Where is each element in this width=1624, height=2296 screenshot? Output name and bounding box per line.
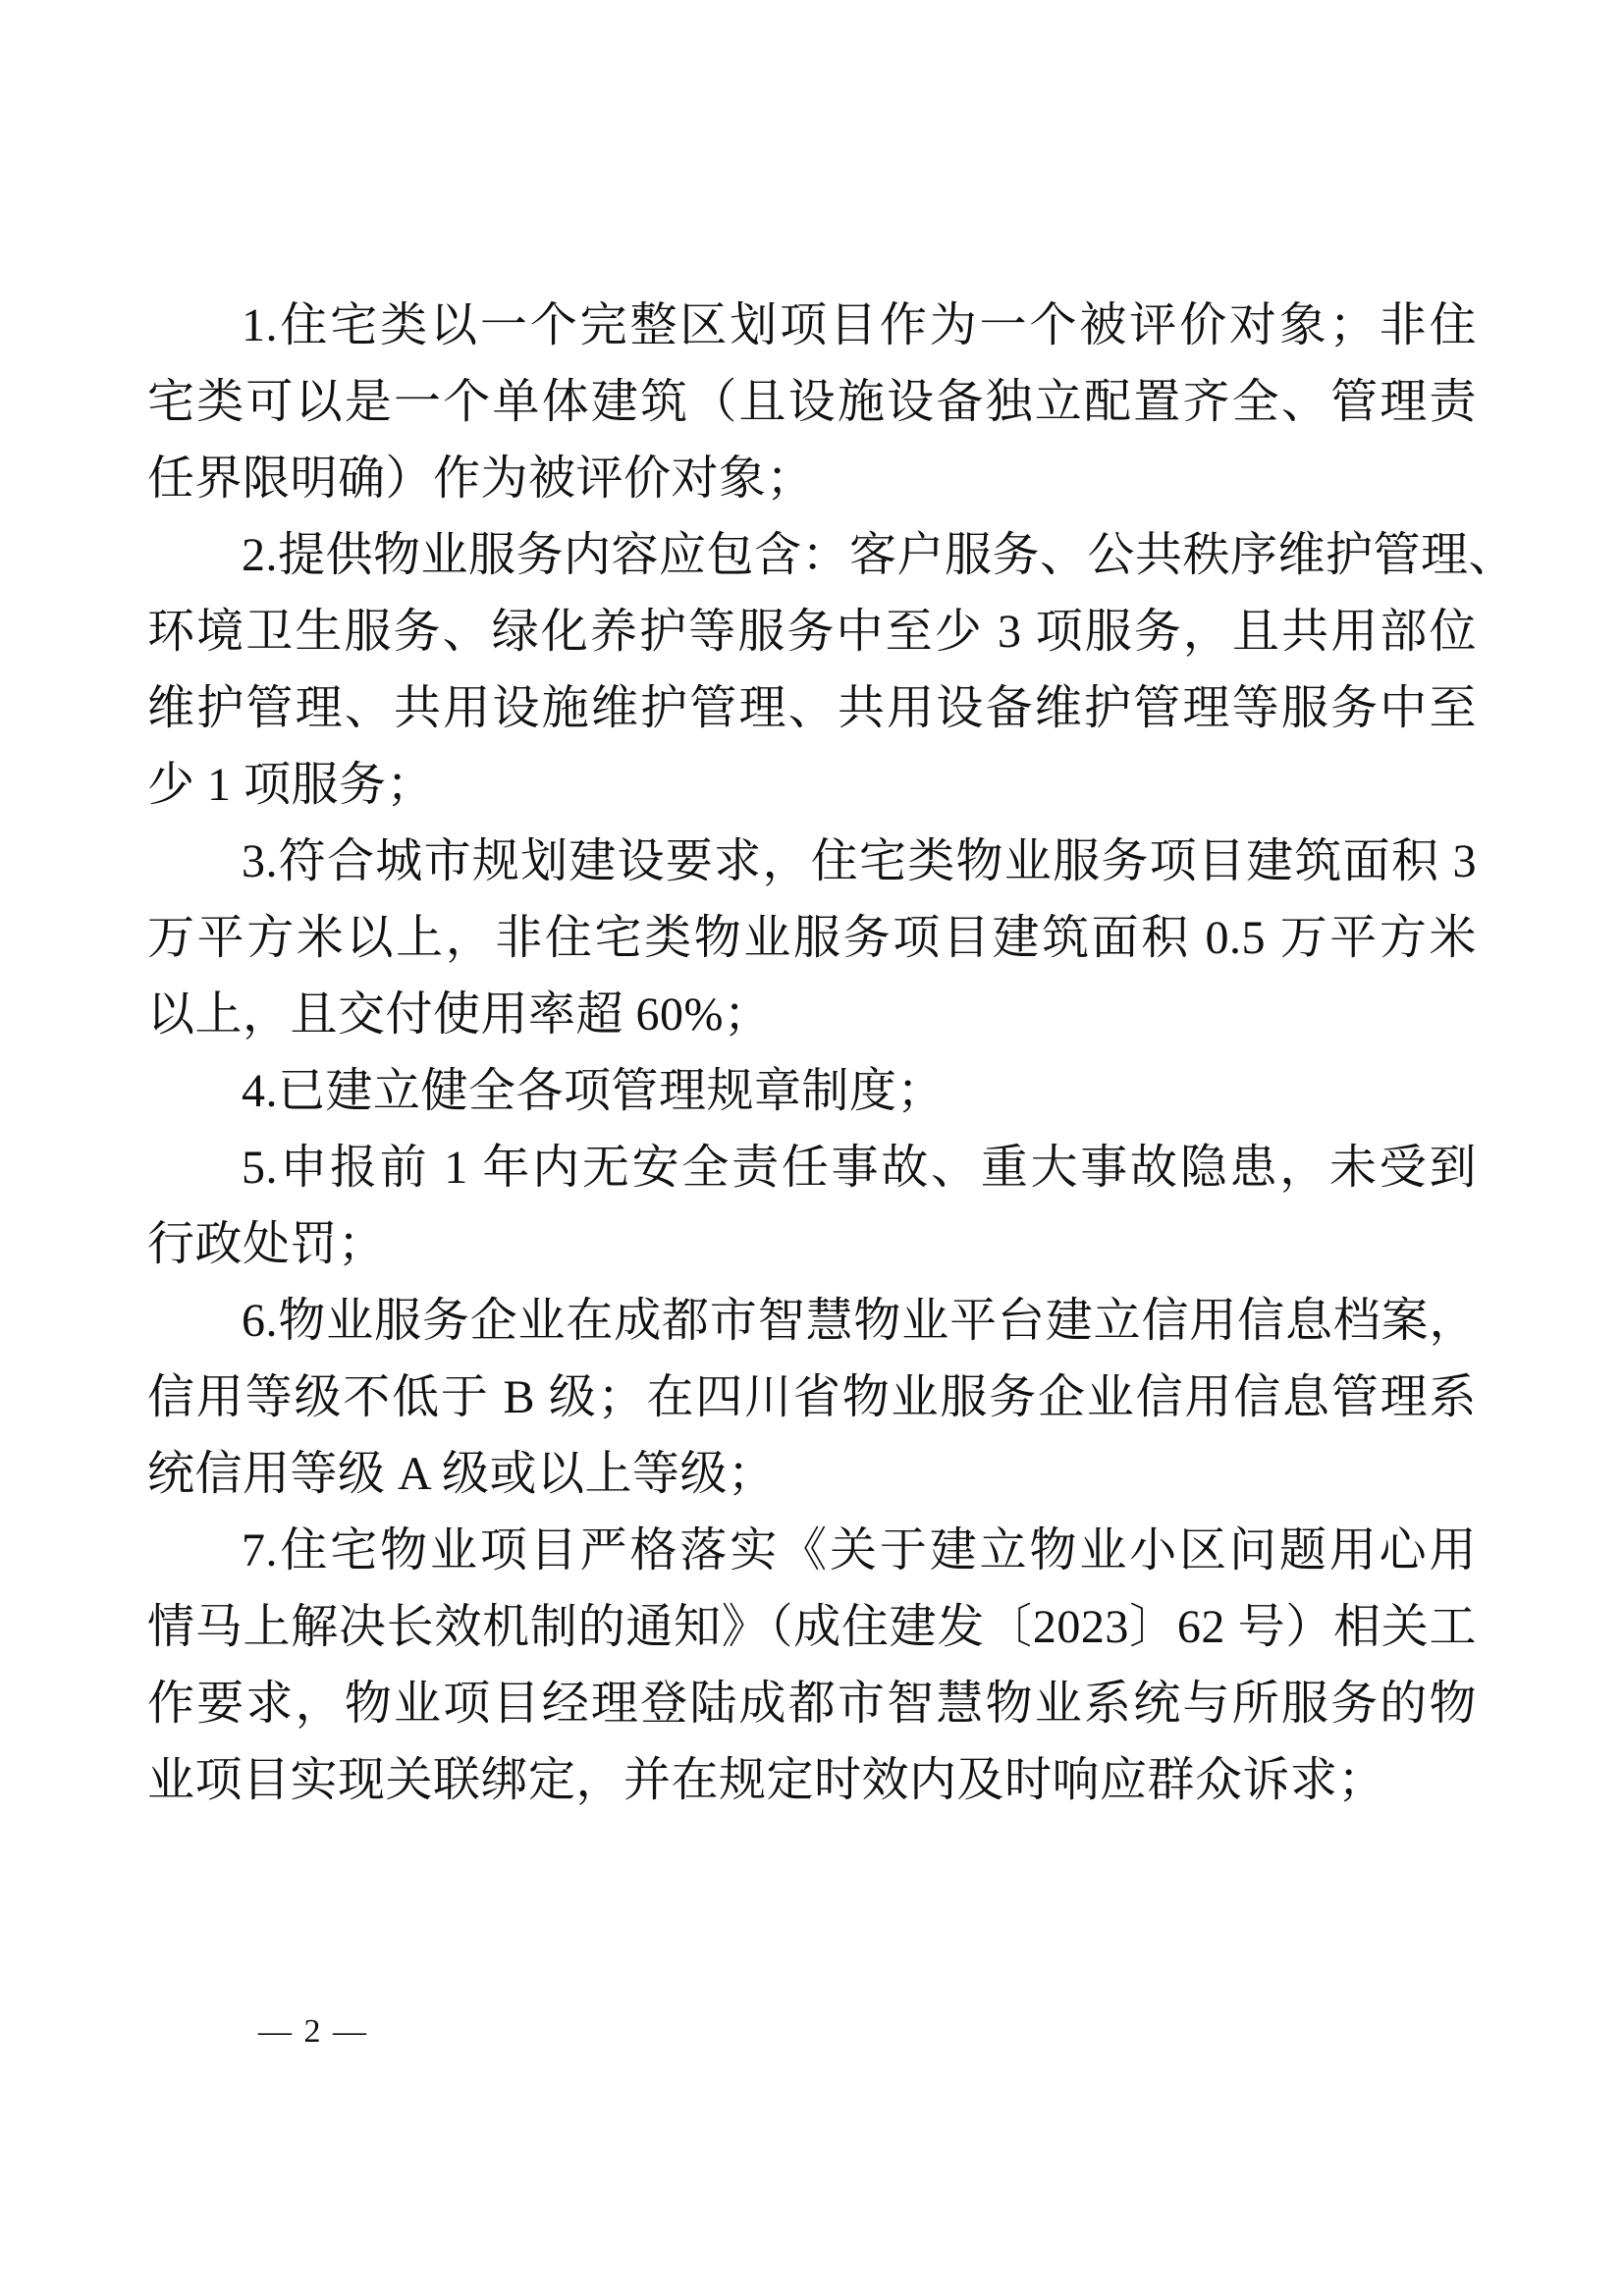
paragraph-7 (147, 1513, 1477, 1819)
page-number: — 2 — (258, 2013, 368, 2050)
text-line: 环境卫生服务、绿化养护等服务中至少 3 项服务，且共用部位 (147, 606, 1477, 658)
text-line: 2.提供物业服务内容应包含：客户服务、公共秩序维护管理、 (242, 529, 1517, 581)
text-line: 维护管理、共用设施维护管理、共用设备维护管理等服务中至 (147, 682, 1477, 734)
text-line: 7.住宅物业项目严格落实《关于建立物业小区问题用心用 (242, 1524, 1477, 1576)
text-line: 5.申报前 1 年内无安全责任事故、重大事故隐患，未受到 (242, 1142, 1477, 1194)
text-line: 少 1 项服务； (147, 759, 435, 811)
text-line: 以上，且交付使用率超 60%； (147, 988, 772, 1041)
text-line: 万平方米以上，非住宅类物业服务项目建筑面积 0.5 万平方米 (147, 912, 1477, 964)
document-body (147, 288, 1517, 1819)
paragraph-3 (147, 824, 1477, 1053)
paragraph-1 (147, 288, 1477, 517)
text-line: 作要求，物业项目经理登陆成都市智慧物业系统与所服务的物 (147, 1678, 1477, 1730)
text-line: 行政处罚； (147, 1218, 386, 1270)
text-line: 情马上解决长效机制的通知》（成住建发〔2023〕62 号）相关工 (147, 1601, 1477, 1653)
paragraph-6 (147, 1283, 1477, 1513)
text-line: 6.物业服务企业在成都市智慧物业平台建立信用信息档案， (242, 1295, 1477, 1347)
paragraph-2 (147, 517, 1517, 824)
text-line: 任界限明确）作为被评价对象； (147, 453, 815, 505)
text-line: 3.符合城市规划建设要求，住宅类物业服务项目建筑面积 3 (242, 835, 1477, 887)
text-line: 统信用等级 A 级或以上等级； (147, 1448, 776, 1500)
paragraph-4 (147, 1053, 1477, 1130)
text-line: 4.已建立健全各项管理规章制度； (242, 1065, 946, 1117)
text-line: 宅类可以是一个单体建筑（且设施设备独立配置齐全、管理责 (147, 376, 1477, 428)
text-line: 信用等级不低于 B 级；在四川省物业服务企业信用信息管理系 (147, 1371, 1477, 1423)
text-line: 业项目实现关联绑定，并在规定时效内及时响应群众诉求； (147, 1754, 1386, 1806)
paragraph-5 (147, 1130, 1477, 1283)
text-line: 1.住宅类以一个完整区划项目作为一个被评价对象；非住 (242, 299, 1477, 351)
